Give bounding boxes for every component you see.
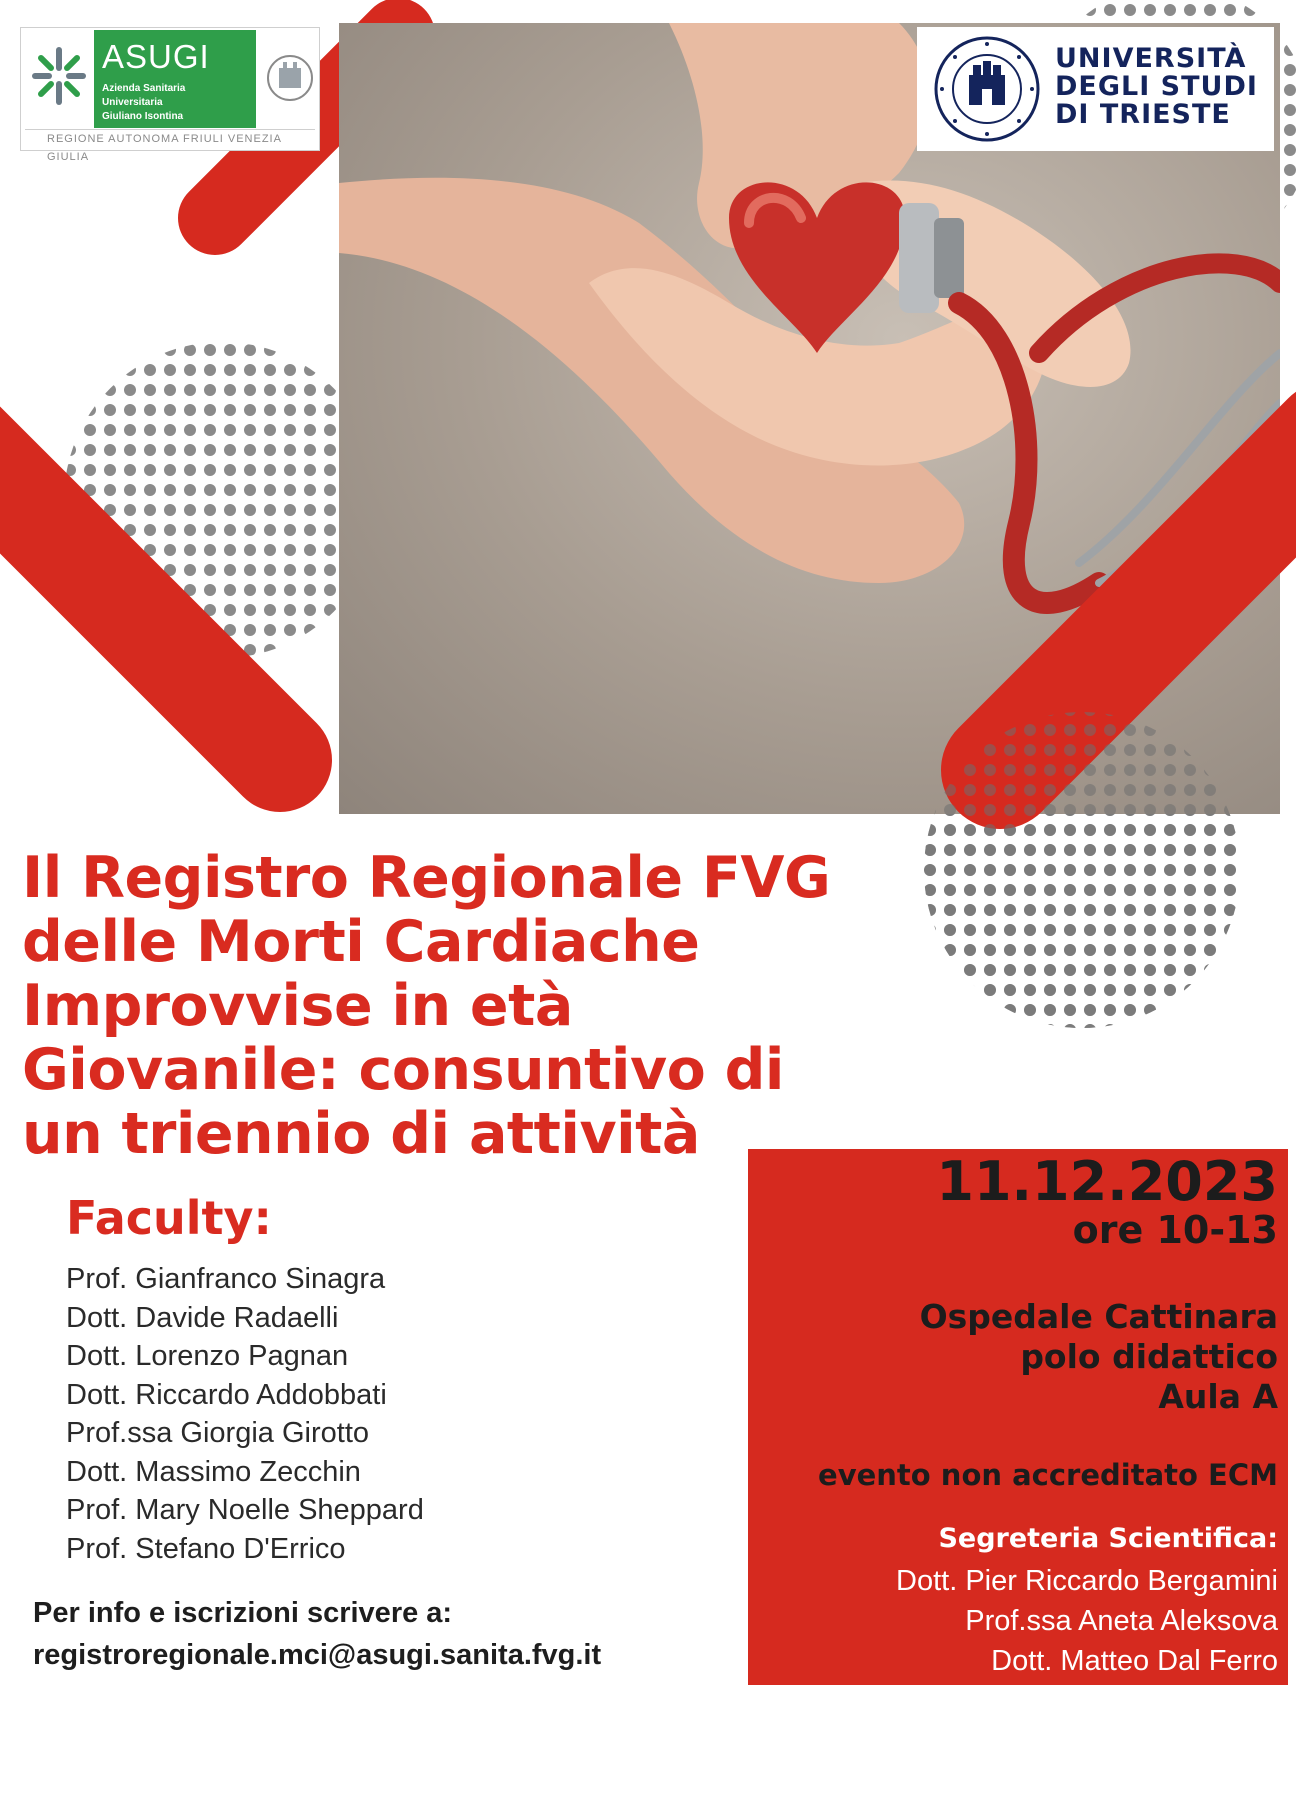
event-location-line-1: Ospedale Cattinara <box>919 1297 1278 1336</box>
event-title-line-1: Il Registro Regionale FVG <box>22 845 831 911</box>
ecm-note: evento non accreditato ECM <box>818 1458 1278 1492</box>
faculty-member: Dott. Riccardo Addobbati <box>66 1378 387 1411</box>
faculty-member: Prof. Mary Noelle Sheppard <box>66 1494 424 1526</box>
faculty-member: Dott. Massimo Zecchin <box>66 1455 361 1488</box>
asugi-name: ASUGI <box>102 38 210 75</box>
event-title-line-4: Giovanile: consuntivo di <box>22 1037 784 1103</box>
event-title <box>22 846 922 1166</box>
faculty-member: Prof. Gianfranco Sinagra <box>66 1263 386 1295</box>
university-name-line-1: UNIVERSITÀ <box>1055 43 1247 74</box>
contact-info <box>33 1592 601 1676</box>
asugi-subtitle-1: Azienda Sanitaria Universitaria <box>102 83 186 108</box>
faculty-heading: Faculty: <box>66 1191 272 1245</box>
region-label: REGIONE AUTONOMA FRIULI VENEZIA GIULIA <box>25 129 315 147</box>
event-title-line-3: Improvvise in età <box>22 973 573 1039</box>
secretariat-heading: Segreteria Scientifica: <box>938 1523 1278 1554</box>
asugi-star-emblem-icon <box>29 46 89 106</box>
faculty-member: Dott. Lorenzo Pagnan <box>66 1340 349 1372</box>
contact-label: Per info e iscrizioni scrivere a: <box>33 1597 453 1629</box>
event-title-line-2: delle Morti Cardiache <box>22 909 700 975</box>
secretariat-member: Dott. Matteo Dal Ferro <box>991 1645 1278 1677</box>
university-name <box>1055 45 1265 129</box>
asugi-subtitle-2: Giuliano Isontina <box>102 111 184 122</box>
event-hours: ore 10-13 <box>1072 1208 1278 1252</box>
university-name-line-2: DEGLI STUDI <box>1055 71 1258 102</box>
event-date: 11.12.2023 <box>936 1150 1278 1213</box>
event-location-line-2: polo didattico <box>1020 1337 1278 1376</box>
secretariat-member: Dott. Pier Riccardo Bergamini <box>896 1565 1278 1597</box>
faculty-member: Dott. Davide Radaelli <box>66 1301 339 1334</box>
university-seal-icon <box>933 35 1041 143</box>
asugi-brand-box <box>94 30 256 128</box>
university-name-line-3: DI TRIESTE <box>1055 99 1231 130</box>
contact-email[interactable]: registroregionale.mci@asugi.sanita.fvg.it <box>33 1639 602 1671</box>
event-location-line-3: Aula A <box>1158 1377 1278 1416</box>
faculty-member: Prof.ssa Giorgia Girotto <box>66 1417 369 1449</box>
faculty-list <box>66 1260 424 1568</box>
faculty-member: Prof. Stefano D'Errico <box>66 1532 346 1565</box>
asugi-logo <box>20 27 320 163</box>
university-logo <box>917 27 1274 151</box>
event-info-panel <box>748 1149 1288 1685</box>
event-title-line-5: un triennio di attività <box>22 1101 700 1167</box>
region-seal-icon <box>265 48 315 108</box>
secretariat-member: Prof.ssa Aneta Aleksova <box>965 1605 1278 1637</box>
